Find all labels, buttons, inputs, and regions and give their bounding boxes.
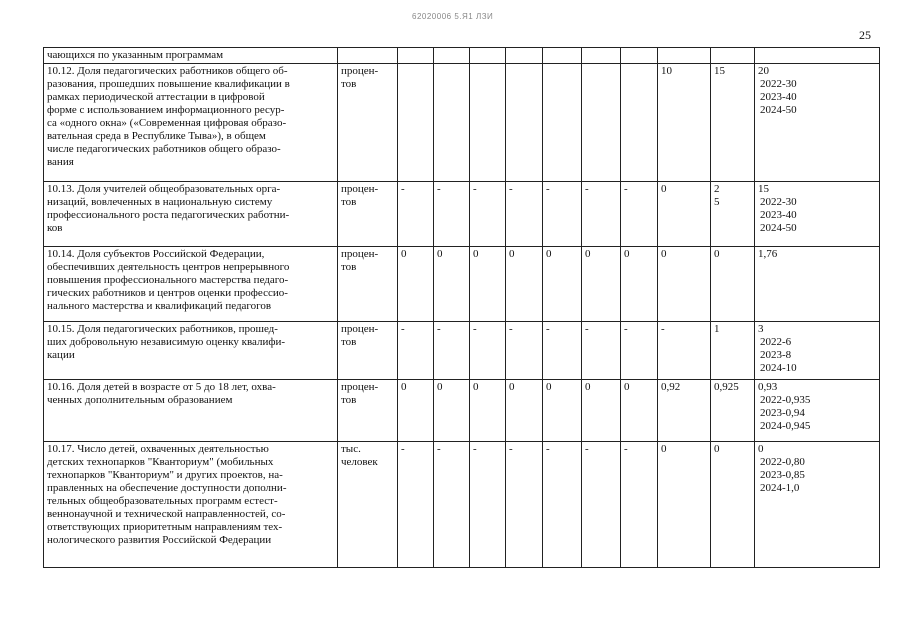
indicator-name-line: 10.12. Доля педагогических работников общего об- bbox=[47, 65, 288, 77]
empty-cell bbox=[582, 48, 621, 64]
value-cell: 0 bbox=[434, 380, 470, 442]
indicator-name-line: тельных общеобразовательных программ естест- bbox=[47, 495, 278, 507]
value-cell: 0 bbox=[711, 247, 755, 322]
unit-of-measure-line: процен- bbox=[341, 248, 379, 260]
document-code: 62020006 5.Я1 ЛЗИ bbox=[412, 12, 494, 21]
target-values-line: 2022-30 bbox=[760, 196, 797, 208]
value-cell bbox=[470, 64, 506, 182]
target-values bbox=[755, 247, 880, 322]
target-values bbox=[755, 182, 880, 247]
table-row-continuation bbox=[44, 48, 880, 64]
value-cell: - bbox=[621, 182, 658, 247]
value-cell: - bbox=[398, 442, 434, 568]
indicator-name bbox=[44, 247, 338, 322]
target-values-line: 2023-0,94 bbox=[760, 407, 805, 419]
target-values-line: 2023-8 bbox=[760, 349, 792, 361]
value-cell: 0 bbox=[470, 247, 506, 322]
indicator-name-line: 10.17. Число детей, охваченных деятельностью bbox=[47, 443, 269, 455]
empty-cell bbox=[338, 48, 398, 64]
target-values-line: 2024-10 bbox=[760, 362, 797, 374]
value-cell: 0 bbox=[658, 247, 711, 322]
indicator-name-line: 10.13. Доля учителей общеобразовательных орга- bbox=[47, 183, 281, 195]
target-values-line: 20 bbox=[758, 65, 769, 77]
target-values-line: 2024-0,945 bbox=[760, 420, 811, 432]
value-cell: - bbox=[621, 442, 658, 568]
indicator-name-line: веннонаучной и технической направленностей, со- bbox=[47, 508, 286, 520]
indicator-name-line: ших добровольную независимую оценку квалифи- bbox=[47, 336, 286, 348]
table-row bbox=[44, 247, 880, 322]
table-row bbox=[44, 442, 880, 568]
value-cell: 0 bbox=[621, 380, 658, 442]
unit-of-measure bbox=[338, 442, 398, 568]
value-cell: - bbox=[543, 442, 582, 568]
empty-cell bbox=[543, 48, 582, 64]
value-cell: - bbox=[582, 322, 621, 380]
indicator-name-line: нологического развития Российской Федерации bbox=[47, 534, 272, 546]
target-values-line: 2023-40 bbox=[760, 209, 797, 221]
value-cell bbox=[506, 64, 543, 182]
empty-cell bbox=[470, 48, 506, 64]
value-cell: 0 bbox=[658, 182, 711, 247]
value-cell: 0 bbox=[711, 442, 755, 568]
value-cell: - bbox=[470, 322, 506, 380]
target-values bbox=[755, 322, 880, 380]
value-cell: - bbox=[658, 322, 711, 380]
empty-cell bbox=[658, 48, 711, 64]
indicator-name-line: ченных дополнительным образованием bbox=[47, 394, 233, 406]
value-cell bbox=[543, 64, 582, 182]
empty-cell bbox=[755, 48, 880, 64]
indicator-name-line: 10.16. Доля детей в возрасте от 5 до 18 лет, охва- bbox=[47, 381, 276, 393]
indicator-name-line: вательная среда в Республике Тыва»), в общем bbox=[47, 130, 266, 142]
target-values-line: 1,76 bbox=[758, 248, 778, 260]
value-part: 2 bbox=[714, 183, 720, 195]
value-cell: - bbox=[434, 322, 470, 380]
indicator-name-line: кации bbox=[47, 349, 75, 361]
empty-cell bbox=[621, 48, 658, 64]
unit-of-measure-line: человек bbox=[341, 456, 378, 468]
value-cell: 0 bbox=[658, 442, 711, 568]
unit-of-measure bbox=[338, 182, 398, 247]
value-cell: 0 bbox=[582, 247, 621, 322]
value-cell: 1 bbox=[711, 322, 755, 380]
indicator-name-line: ков bbox=[47, 222, 63, 234]
indicator-name bbox=[44, 48, 338, 64]
value-cell: - bbox=[434, 442, 470, 568]
target-values bbox=[755, 442, 880, 568]
table-row bbox=[44, 322, 880, 380]
indicator-name-line: правленных на обеспечение доступности дополни- bbox=[47, 482, 287, 494]
value-cell bbox=[398, 64, 434, 182]
unit-of-measure-line: тов bbox=[341, 78, 357, 90]
indicator-name bbox=[44, 442, 338, 568]
value-cell: - bbox=[434, 182, 470, 247]
indicator-name-line: вания bbox=[47, 156, 74, 168]
target-values-line: 2024-50 bbox=[760, 222, 797, 234]
unit-of-measure-line: тов bbox=[341, 394, 357, 406]
unit-of-measure bbox=[338, 380, 398, 442]
unit-of-measure-line: тыс. bbox=[341, 443, 361, 455]
value-cell: - bbox=[470, 442, 506, 568]
indicator-name-line: низаций, вовлеченных в национальную систему bbox=[47, 196, 273, 208]
unit-of-measure bbox=[338, 322, 398, 380]
unit-of-measure-line: процен- bbox=[341, 65, 379, 77]
target-values-line: 2023-0,85 bbox=[760, 469, 805, 481]
value-cell: - bbox=[398, 322, 434, 380]
value-cell: 0 bbox=[398, 247, 434, 322]
unit-of-measure-line: тов bbox=[341, 261, 357, 273]
indicator-name bbox=[44, 64, 338, 182]
unit-of-measure-line: процен- bbox=[341, 183, 379, 195]
target-values-line: 2023-40 bbox=[760, 91, 797, 103]
value-cell: 0 bbox=[582, 380, 621, 442]
value-cell bbox=[711, 182, 755, 247]
unit-of-measure bbox=[338, 64, 398, 182]
indicator-name-line: повышения профессионального мастерства педаго- bbox=[47, 274, 289, 286]
value-cell: - bbox=[621, 322, 658, 380]
unit-of-measure-line: процен- bbox=[341, 381, 379, 393]
value-cell: - bbox=[582, 182, 621, 247]
value-cell: 0 bbox=[506, 247, 543, 322]
value-cell: 10 bbox=[658, 64, 711, 182]
indicator-name-line: детских технопарков "Кванториум" (мобильных bbox=[47, 456, 274, 468]
table-row bbox=[44, 380, 880, 442]
table-row bbox=[44, 182, 880, 247]
indicator-name-line: технопарков "Кванториум" и других проектов, на- bbox=[47, 469, 283, 481]
value-cell: 0 bbox=[543, 380, 582, 442]
indicator-name-line: форме с использованием информационного ресур- bbox=[47, 104, 285, 116]
value-cell: - bbox=[506, 182, 543, 247]
target-values-line: 15 bbox=[758, 183, 769, 195]
indicator-name-line: профессионального роста педагогических работни- bbox=[47, 209, 290, 221]
indicator-name-line: нального мастерства и квалификаций педагогов bbox=[47, 300, 272, 312]
target-values-line: 2022-6 bbox=[760, 336, 792, 348]
indicator-name-line: чающихся по указанным программам bbox=[47, 49, 224, 61]
empty-cell bbox=[434, 48, 470, 64]
value-cell bbox=[621, 64, 658, 182]
target-values bbox=[755, 64, 880, 182]
value-cell bbox=[582, 64, 621, 182]
empty-cell bbox=[711, 48, 755, 64]
value-cell: - bbox=[582, 442, 621, 568]
indicator-name-line: са «одного окна» («Современная цифровая образо- bbox=[47, 117, 287, 129]
indicator-name-line: ответствующих приоритетным направлениям тех- bbox=[47, 521, 283, 533]
value-cell: - bbox=[398, 182, 434, 247]
value-part: 5 bbox=[714, 196, 720, 208]
value-cell: 0 bbox=[543, 247, 582, 322]
target-values-line: 2022-0,935 bbox=[760, 394, 811, 406]
target-values-line: 2024-1,0 bbox=[760, 482, 800, 494]
value-cell: 0 bbox=[621, 247, 658, 322]
empty-cell bbox=[506, 48, 543, 64]
value-cell: 15 bbox=[711, 64, 755, 182]
target-values-line: 0 bbox=[758, 443, 764, 455]
value-cell: - bbox=[543, 182, 582, 247]
value-cell: 0,92 bbox=[658, 380, 711, 442]
indicator-name-line: рамках периодической аттестации в цифровой bbox=[47, 91, 265, 103]
unit-of-measure-line: тов bbox=[341, 196, 357, 208]
indicator-name-line: обеспечивших деятельность центров непрерывного bbox=[47, 261, 290, 273]
page-number: 25 bbox=[859, 28, 871, 42]
target-values-line: 0,93 bbox=[758, 381, 778, 393]
unit-of-measure-line: тов bbox=[341, 336, 357, 348]
indicators-table bbox=[43, 47, 880, 568]
value-cell bbox=[434, 64, 470, 182]
value-cell: - bbox=[543, 322, 582, 380]
target-values-line: 2024-50 bbox=[760, 104, 797, 116]
indicator-name-line: гических работников и центров оценки профессио- bbox=[47, 287, 288, 299]
value-cell: 0 bbox=[470, 380, 506, 442]
target-values-line: 3 bbox=[758, 323, 764, 335]
target-values-line: 2022-30 bbox=[760, 78, 797, 90]
indicator-name bbox=[44, 322, 338, 380]
indicator-name-line: числе педагогических работников общего образо- bbox=[47, 143, 281, 155]
indicator-name bbox=[44, 380, 338, 442]
indicator-name-line: разования, прошедших повышение квалификации в bbox=[47, 78, 290, 90]
target-values-line: 2022-0,80 bbox=[760, 456, 805, 468]
unit-of-measure bbox=[338, 247, 398, 322]
indicator-name-line: 10.14. Доля субъектов Российской Федерации, bbox=[47, 248, 265, 260]
table-row bbox=[44, 64, 880, 182]
value-cell: 0 bbox=[434, 247, 470, 322]
value-cell: 0 bbox=[398, 380, 434, 442]
value-cell: - bbox=[506, 442, 543, 568]
indicator-name-line: 10.15. Доля педагогических работников, прошед- bbox=[47, 323, 278, 335]
indicator-name bbox=[44, 182, 338, 247]
value-cell: 0 bbox=[506, 380, 543, 442]
target-values bbox=[755, 380, 880, 442]
value-cell: - bbox=[470, 182, 506, 247]
value-cell: 0,925 bbox=[711, 380, 755, 442]
value-cell: - bbox=[506, 322, 543, 380]
empty-cell bbox=[398, 48, 434, 64]
unit-of-measure-line: процен- bbox=[341, 323, 379, 335]
